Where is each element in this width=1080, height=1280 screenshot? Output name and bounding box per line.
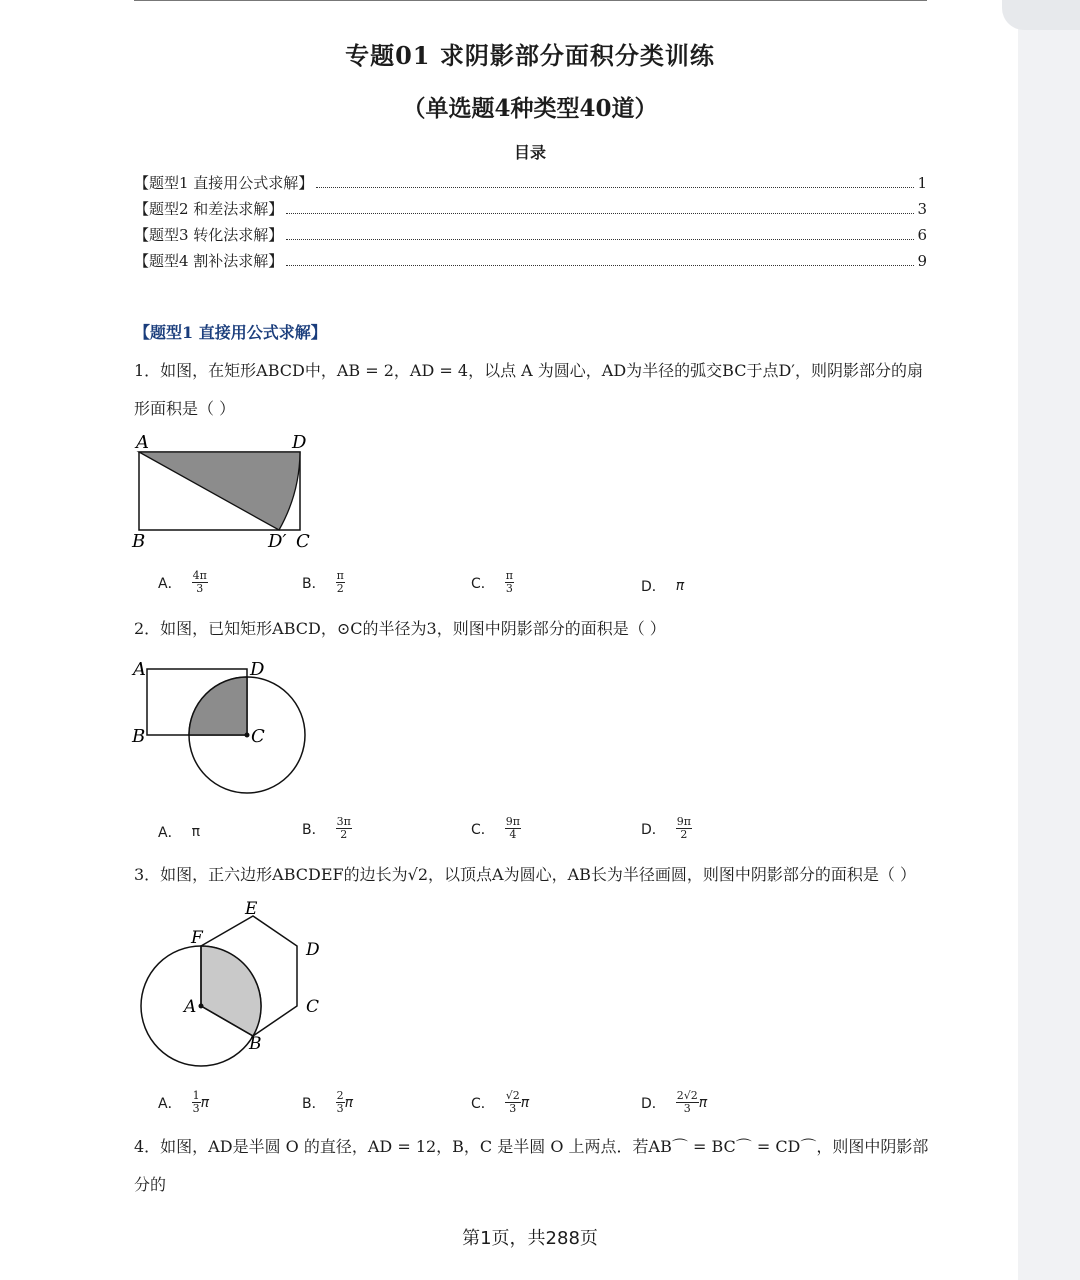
q1-option-d[interactable] [641,576,684,596]
q3-label-a: A [184,997,197,1017]
toc-entry[interactable] [134,198,927,219]
q3-label-b: B [249,1034,262,1054]
option-fraction: $\frac{2√2}{3}$ [676,1089,698,1115]
option-fraction: $\frac{2}{3}$ [336,1089,344,1115]
q2-option-c[interactable] [471,816,521,841]
option-fraction: $\frac{√2}{3}$ [505,1089,520,1115]
option-letter: B． [302,1095,326,1112]
option-letter: B． [302,821,326,838]
toc-leader [286,265,914,266]
window-corner [1002,0,1080,30]
toc-entry[interactable] [134,250,927,271]
toc-label: 【题型3 转化法求解】 [134,226,284,244]
toc-heading: 目录 [513,143,546,162]
toc-leader [286,213,914,214]
option-fraction: $\frac{9\pi}{2}$ [676,815,692,841]
option-value: π [675,578,685,594]
q3-label-e: E [245,899,258,919]
option-letter: A． [158,575,182,592]
q1-option-a[interactable] [158,570,208,595]
option-letter: D． [641,1095,666,1112]
top-rule [134,0,927,1]
q1-label-d: D [292,432,307,453]
question-3-figure [130,895,330,1070]
option-letter: C． [471,821,495,838]
q1-label-b: B [132,531,146,552]
q3-option-d[interactable]: D． $\frac{2√2}{3}$ π [641,1089,708,1115]
option-fraction: $\frac{4\pi}{3}$ [192,569,207,595]
q2-label-b: B [132,726,146,747]
toc-page: 3 [917,200,927,218]
option-letter: C． [471,575,495,592]
toc-entry[interactable] [134,224,927,245]
page-footer: 第1页，共288页 [462,1228,598,1249]
q2-option-d[interactable] [641,816,692,841]
q1-option-b[interactable] [302,570,345,595]
question-1-figure [130,430,320,555]
q1-label-c: C [296,531,310,552]
q3-label-c: C [306,997,320,1017]
option-letter: D． [641,821,666,838]
q3-option-b[interactable]: B． $\frac{2}{3}$ π [302,1089,354,1115]
toc-entry[interactable] [134,172,927,193]
q2-label-d: D [250,659,265,680]
q3-option-a[interactable]: A． $\frac{1}{3}$ π [158,1089,210,1115]
question-4-text: 4．如图，AD是半圆 O 的直径，AD = 12，B，C 是半圆 O 上两点．若AB⌒ = BC⌒ = CD⌒，则图中阴影部分的 [134,1137,929,1194]
q1-label-d-prime: D′ [268,531,287,552]
option-letter: A． [158,825,182,841]
q2-option-a[interactable] [158,822,200,842]
question-1-text: 1．如图，在矩形ABCD中，AB = 2，AD = 4，以点 A 为圆心，AD为半径的弧交BC于点D′，则阴影部分的扇形面积是（ ） [134,361,923,418]
toc-leader [286,239,914,240]
option-fraction: $\frac{3\pi}{2}$ [336,815,351,841]
q3-label-d: D [306,940,320,960]
option-fraction: $\frac{\pi}{3}$ [505,569,514,595]
toc-page: 9 [917,252,927,270]
q2-label-c: C [251,726,265,747]
option-letter: A． [158,1095,182,1112]
question-3-text: 3．如图，正六边形ABCDEF的边长为√2，以顶点A为圆心，AB长为半径画圆，则图中阴影部分的面积是（ ） [134,865,916,884]
page-title: 专题01 求阴影部分面积分类训练 [345,41,715,70]
q2-label-a: A [133,659,146,680]
toc-label: 【题型4 割补法求解】 [134,252,284,270]
toc-page: 6 [917,226,927,244]
q3-option-c[interactable]: C． $\frac{√2}{3}$ π [471,1089,530,1115]
toc-label: 【题型1 直接用公式求解】 [134,174,314,192]
option-letter: B． [302,575,326,592]
page-subtitle: （单选题4种类型40道） [402,95,658,122]
q1-label-a: A [136,432,149,453]
option-letter: C． [471,1095,495,1112]
q3-label-f: F [191,928,203,948]
option-value: π [191,824,201,840]
toc-leader [316,187,914,188]
toc-page: 1 [917,174,927,192]
toc-label: 【题型2 和差法求解】 [134,200,284,218]
option-fraction: $\frac{9\pi}{4}$ [505,815,521,841]
section-title: 【题型1 直接用公式求解】 [134,323,327,342]
q2-option-b[interactable] [302,816,352,841]
question-2-text: 2．如图，已知矩形ABCD，⊙C的半径为3，则图中阴影部分的面积是（ ） [134,619,666,638]
option-letter: D． [641,579,666,595]
option-fraction: $\frac{1}{3}$ [192,1089,200,1115]
q1-option-c[interactable] [471,570,514,595]
question-2-figure [128,655,313,815]
option-fraction: $\frac{\pi}{2}$ [336,569,344,595]
